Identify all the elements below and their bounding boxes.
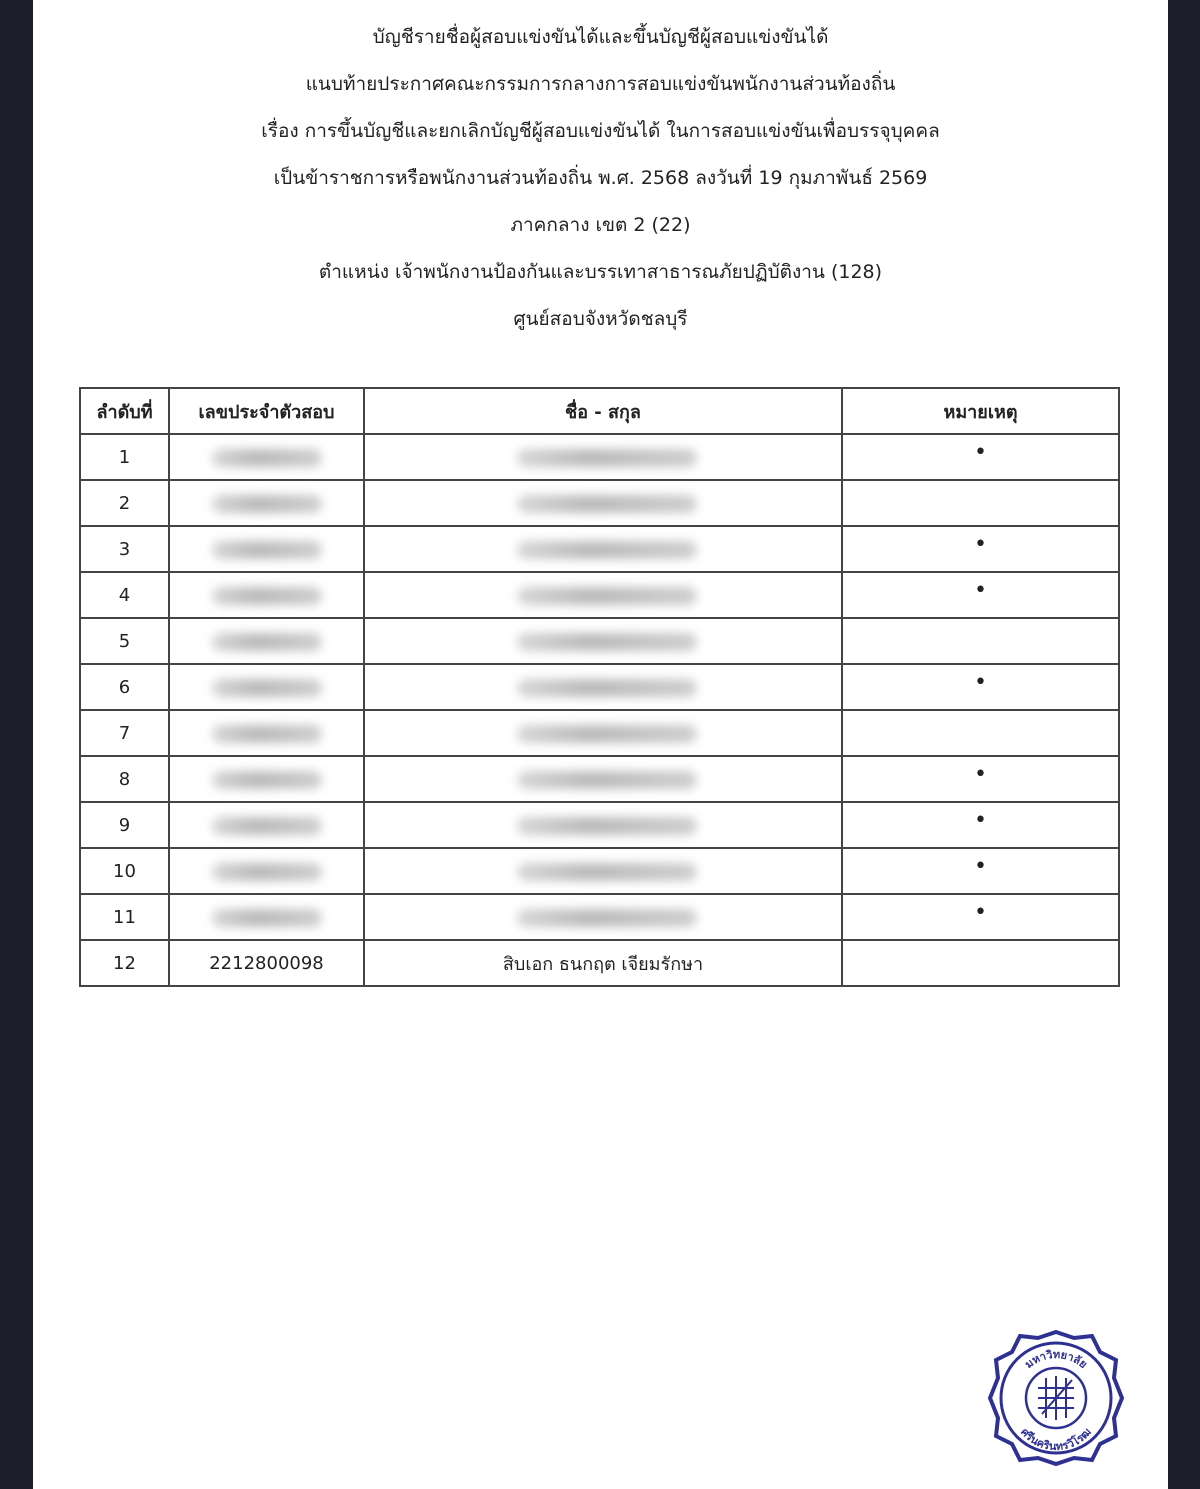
seal-text-top: มหาวิทยาลัย [1022,1347,1090,1372]
row-remark [842,710,1119,756]
row-remark [842,434,1119,480]
row-exam-id [169,664,364,710]
row-full-name [364,618,842,664]
table-row [80,526,1119,572]
row-remark [842,480,1119,526]
row-remark [842,848,1119,894]
row-full-name [364,526,842,572]
row-exam-id [169,572,364,618]
table-row [80,848,1119,894]
redacted-exam-id [212,587,322,605]
table-row [80,434,1119,480]
results-table [79,387,1120,987]
table-row [80,618,1119,664]
redacted-exam-id [212,449,322,467]
redacted-exam-id [212,817,322,835]
row-full-name [364,664,842,710]
remark-bullet-mark: • [974,440,987,465]
column-header-exam-id: เลขประจำตัวสอบ [169,388,364,434]
header-line-exam-center: ศูนย์สอบจังหวัดชลบุรี [513,308,688,330]
row-exam-id [169,848,364,894]
row-remark [842,802,1119,848]
remark-bullet-mark: • [974,900,987,925]
document-header [33,14,1168,343]
table-row [80,940,1119,986]
row-remark [842,940,1119,986]
row-full-name [364,434,842,480]
row-full-name [364,894,842,940]
redacted-full-name [517,495,697,513]
row-remark [842,572,1119,618]
remark-bullet-mark: • [974,670,987,695]
redacted-exam-id [212,909,322,927]
redacted-exam-id [212,633,322,651]
row-full-name [364,756,842,802]
row-exam-id [169,434,364,480]
row-full-name: สิบเอก ธนกฤต เจียมรักษา [364,940,842,986]
redacted-exam-id [212,495,322,513]
row-exam-id [169,710,364,756]
seal-text-bottom: ศรีนครินทรวิโรฒ [1018,1425,1094,1454]
row-exam-id: 2212800098 [169,940,364,986]
row-exam-id [169,894,364,940]
row-exam-id [169,802,364,848]
header-line-position: ตำแหน่ง เจ้าพนักงานป้องกันและบรรเทาสาธารณภัยปฏิบัติงาน (128) [318,261,883,283]
row-order-number: 7 [80,710,169,756]
table-row [80,894,1119,940]
redacted-full-name [517,817,697,835]
table-row [80,756,1119,802]
remark-bullet-mark: • [974,532,987,557]
row-order-number: 2 [80,480,169,526]
row-remark [842,526,1119,572]
row-order-number: 4 [80,572,169,618]
table-row [80,664,1119,710]
table-row [80,710,1119,756]
header-line-announcement: แนบท้ายประกาศคณะกรรมการกลางการสอบแข่งขันพนักงานส่วนท้องถิ่น [305,73,896,95]
row-order-number: 5 [80,618,169,664]
row-order-number: 3 [80,526,169,572]
redacted-full-name [517,587,697,605]
row-remark [842,894,1119,940]
redacted-exam-id [212,725,322,743]
redacted-full-name [517,863,697,881]
remark-bullet-mark: • [974,762,987,787]
header-title: บัญชีรายชื่อผู้สอบแข่งขันได้และขึ้นบัญชีผู้สอบแข่งขันได้ [372,26,829,48]
row-order-number: 10 [80,848,169,894]
redacted-full-name [517,449,697,467]
redacted-full-name [517,771,697,789]
redacted-exam-id [212,771,322,789]
row-full-name [364,710,842,756]
row-full-name [364,802,842,848]
table-row [80,802,1119,848]
column-header-full-name: ชื่อ - สกุล [364,388,842,434]
row-exam-id [169,480,364,526]
table-row [80,480,1119,526]
table-row [80,572,1119,618]
header-line-date: เป็นข้าราชการหรือพนักงานส่วนท้องถิ่น พ.ศ. 2568 ลงวันที่ 19 กุมภาพันธ์ 2569 [273,167,928,189]
row-full-name [364,572,842,618]
row-remark [842,756,1119,802]
row-exam-id [169,618,364,664]
column-header-order: ลำดับที่ [80,388,169,434]
redacted-full-name [517,633,697,651]
redacted-full-name [517,909,697,927]
redacted-exam-id [212,679,322,697]
redacted-full-name [517,541,697,559]
remark-bullet-mark: • [974,578,987,603]
row-order-number: 12 [80,940,169,986]
table-header-row [80,388,1119,434]
seal-grid-emblem [1038,1376,1074,1420]
remark-bullet-mark: • [974,854,987,879]
header-line-subject: เรื่อง การขึ้นบัญชีและยกเลิกบัญชีผู้สอบแข่งขันได้ ในการสอบแข่งขันเพื่อบรรจุบุคคล [261,120,940,142]
column-header-remarks: หมายเหตุ [842,388,1119,434]
header-line-region: ภาคกลาง เขต 2 (22) [510,214,691,236]
remark-bullet-mark: • [974,808,987,833]
row-order-number: 9 [80,802,169,848]
row-full-name [364,480,842,526]
row-order-number: 11 [80,894,169,940]
row-full-name [364,848,842,894]
document-page [33,0,1168,1489]
redacted-full-name [517,725,697,743]
row-remark [842,618,1119,664]
table-body [80,434,1119,986]
row-exam-id [169,756,364,802]
redacted-full-name [517,679,697,697]
redacted-exam-id [212,541,322,559]
row-remark [842,664,1119,710]
row-exam-id [169,526,364,572]
row-order-number: 6 [80,664,169,710]
row-order-number: 1 [80,434,169,480]
row-order-number: 8 [80,756,169,802]
university-seal [986,1328,1126,1468]
redacted-exam-id [212,863,322,881]
